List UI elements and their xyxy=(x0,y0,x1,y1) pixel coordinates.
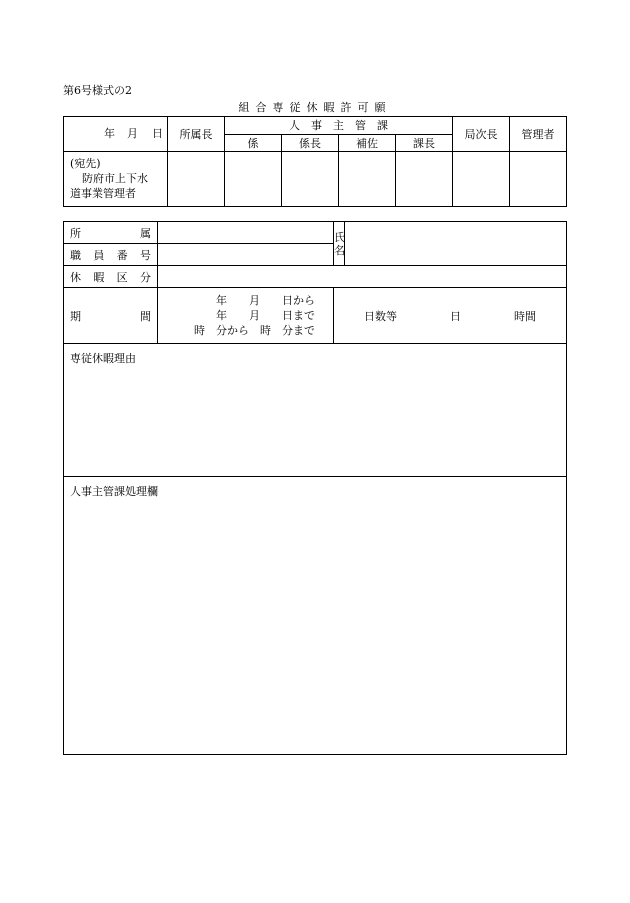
header-kacho: 課長 xyxy=(396,134,453,152)
header-kanrisha: 管理者 xyxy=(510,117,567,152)
date-day: 日 xyxy=(152,127,163,140)
period-from: 年 月 日から xyxy=(216,294,315,307)
reason-section[interactable] xyxy=(64,344,567,477)
period-time: 時 分から 時 分まで xyxy=(194,324,315,337)
header-kakaricho: 係長 xyxy=(282,134,339,152)
label-kyuka-kubun: 休 暇 区 分 xyxy=(64,266,158,288)
stamp-hosa[interactable] xyxy=(339,152,396,207)
header-kyokujicho: 局次長 xyxy=(453,117,510,152)
field-shokuin-bango[interactable] xyxy=(158,244,334,266)
addressee-line1: (宛先) xyxy=(70,157,101,170)
date-cell[interactable] xyxy=(64,117,168,152)
nissu-day: 日 xyxy=(450,309,461,323)
stamp-kyokujicho[interactable] xyxy=(453,152,510,207)
header-kakari: 係 xyxy=(225,134,282,152)
header-jinji-group: 人 事 主 管 課 xyxy=(225,117,453,135)
reason-label: 専従休暇理由 xyxy=(70,352,136,365)
field-kikan[interactable] xyxy=(158,288,334,344)
period-to: 年 月 日まで xyxy=(216,309,315,322)
header-hosa: 補佐 xyxy=(339,134,396,152)
addressee xyxy=(64,152,168,207)
stamp-kakaricho[interactable] xyxy=(282,152,339,207)
processing-label: 人事主管課処理欄 xyxy=(70,485,158,498)
label-shozoku: 所 属 xyxy=(64,222,158,244)
form-title: 組合専従休暇許可願 xyxy=(238,101,392,114)
stamp-kanrisha[interactable] xyxy=(510,152,567,207)
application-table xyxy=(63,221,567,755)
label-shokuin-bango: 職 員 番 号 xyxy=(64,244,158,266)
label-kikan: 期 間 xyxy=(64,288,158,344)
nissu-hour: 時間 xyxy=(514,309,536,323)
field-kyuka-kubun[interactable] xyxy=(158,266,567,288)
label-shimei: 氏 名 xyxy=(334,222,345,266)
header-shozokucho: 所属長 xyxy=(168,117,225,152)
field-shozoku[interactable] xyxy=(158,222,334,244)
nissu-label: 日数等 xyxy=(364,309,397,323)
date-year: 年 xyxy=(104,127,115,140)
form-number: 第6号様式の2 xyxy=(63,84,132,97)
processing-section[interactable] xyxy=(64,477,567,755)
date-month: 月 xyxy=(127,127,138,140)
stamp-kacho[interactable] xyxy=(396,152,453,207)
field-shimei[interactable] xyxy=(345,222,567,266)
approval-table xyxy=(63,116,567,207)
addressee-line2: 防府市上下水 xyxy=(82,172,148,185)
stamp-kakari[interactable] xyxy=(225,152,282,207)
addressee-line3: 道事業管理者 xyxy=(70,187,136,200)
stamp-shozokucho[interactable] xyxy=(168,152,225,207)
field-nissu[interactable] xyxy=(334,288,567,344)
